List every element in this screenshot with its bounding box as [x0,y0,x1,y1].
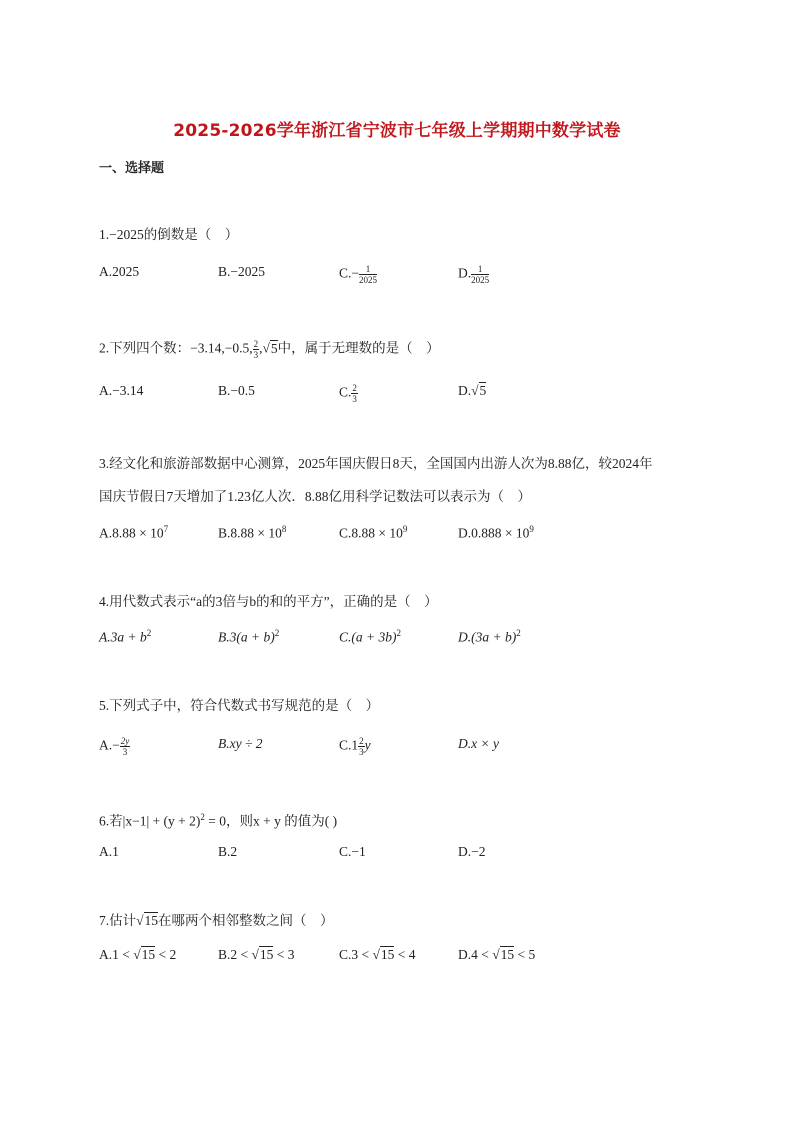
question-3-options [99,524,699,544]
option-a: A.1 [99,844,119,859]
option-b: $B.3(a + b)^2$ [218,628,280,645]
option-d: D.−2 [458,844,486,859]
question-3-line-2: 国庆节假日7天增加了1.23亿人次．8.88亿用科学记数法可以表示为（ ） [99,489,531,504]
question-6-options [99,844,699,864]
question-2-options [99,383,699,403]
question-2: 2.下列四个数：−3.14,−0.5, $\frac{2}{3}$ ,√5中，属于无理数的是（ ） [99,339,440,360]
question-7: 7.估计√15在哪两个相邻整数之间（ ） [99,913,334,928]
option-c: C. $\frac{2}{3}$ [339,383,357,404]
option-a: $A.8.88 \times 10^7$ [99,524,169,541]
question-4: 4.用代数式表示“a的3倍与b的和的平方”，正确的是（ ） [99,594,438,609]
option-b: B.2 [218,844,238,859]
question-4-options [99,628,699,648]
option-b: B.xy ÷ 2 [218,736,263,751]
option-c: $C.(a + 3b)^2$ [339,628,401,645]
option-c: $C.8.88 \times 10^9$ [339,524,408,541]
option-c: C.1 $\frac{2}{3}$ y [339,736,371,757]
option-b: B.−2025 [218,264,265,279]
option-d: D.√5 [458,383,487,398]
option-a: A.−3.14 [99,383,144,398]
section-heading: 一、选择题 [99,161,165,176]
question-5-options [99,736,699,756]
option-a: $A.3a + b^2$ [99,628,152,645]
question-1: 1.−2025的倒数是（ ） [99,227,239,242]
option-b: B.−0.5 [218,383,255,398]
option-d: D.x × y [458,736,499,751]
option-d: $D.0.888 \times 10^9$ [458,524,534,541]
option-a: A.− $\frac{2y}{3}$ [99,736,130,757]
question-5: 5.下列式子中，符合代数式书写规范的是（ ） [99,698,380,713]
option-d: D.4 < √15 < 5 [458,947,536,962]
question-6: 6.若$|x-1| + (y + 2)^2 = 0$，则x + y 的值为( ) [99,812,338,829]
option-b: $B.8.88 \times 10^8$ [218,524,287,541]
option-c: C.− $\frac{1}{2025}$ [339,264,377,285]
page-title: 2025-2026学年浙江省宁波市七年级上学期期中数学试卷 [173,121,621,141]
question-7-options [99,947,699,967]
option-a: A.1 < √15 < 2 [99,947,177,962]
option-d: $D.(3a + b)^2$ [458,628,521,645]
option-d: D. $\frac{1}{2025}$ [458,264,490,285]
question-1-options [99,264,699,284]
option-a: A.2025 [99,264,140,279]
option-c: C.3 < √15 < 4 [339,947,416,962]
question-3-line-1: 3.经文化和旅游部数据中心测算，2025年国庆假日8天，全国国内出游人次为8.88亿，较2024年 [99,456,653,471]
option-b: B.2 < √15 < 3 [218,947,295,962]
option-c: C.−1 [339,844,366,859]
